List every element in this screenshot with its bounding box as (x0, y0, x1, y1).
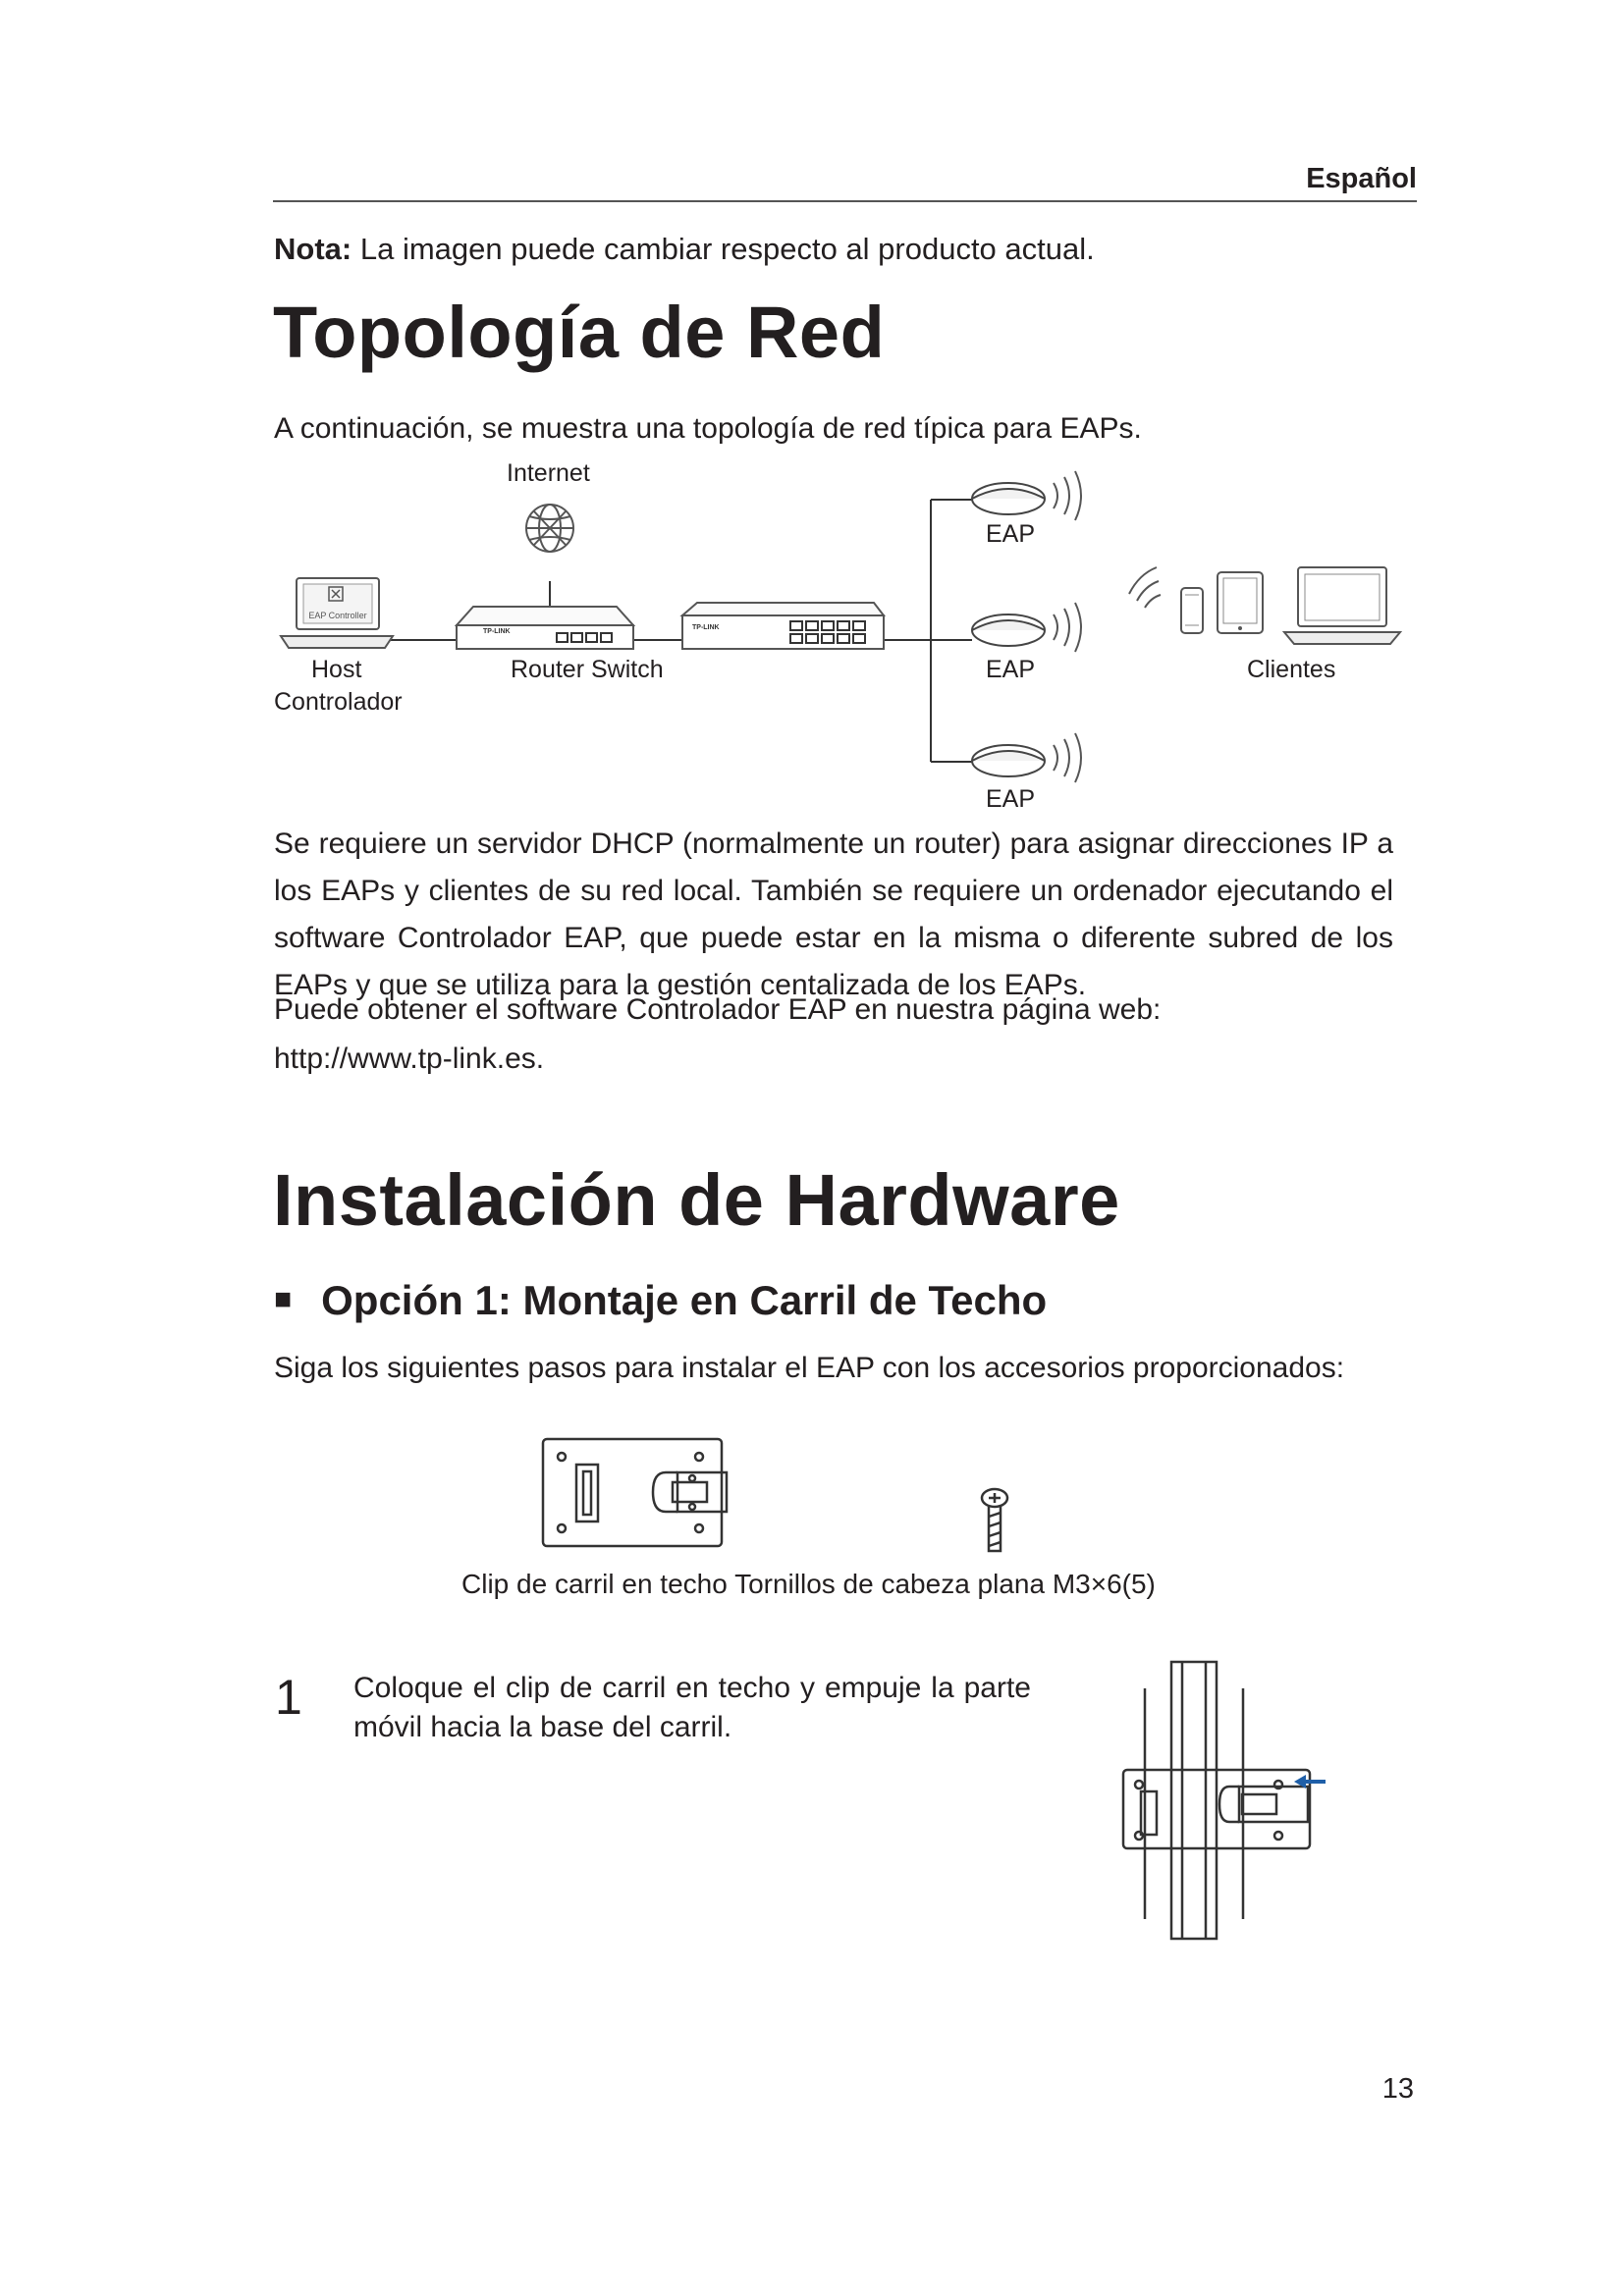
dhcp-paragraph: Se requiere un servidor DHCP (normalmente un router) para asignar direcciones IP a los EAPs y clientes de su red local. También se requiere un ordenador ejecutando el software Controlador EAP, que puede estar en la misma o diferente subred de los EAPs y que se utiliza para la gestión centalizada de los EAPs. (274, 828, 1393, 1001)
accessories-caption: Clip de carril en techo Tornillos de cabeza plana M3×6(5) (461, 1569, 1156, 1599)
eap-top-label: EAP (986, 520, 1036, 548)
eap-bottom-label: EAP (986, 785, 1036, 813)
topology-title: Topología de Red (273, 292, 886, 373)
website-url[interactable]: http://www.tp-link.es. (274, 1042, 545, 1075)
eap-middle-label: EAP (986, 656, 1036, 683)
controller-label: Controlador (274, 688, 403, 716)
hardware-title: Instalación de Hardware (273, 1159, 1120, 1241)
step-text: Coloque el clip de carril en techo y empuje la parte móvil hacia la base del carril. (353, 1672, 1031, 1743)
software-line: Puede obtener el software Controlador EAP en nuestra página web: (274, 993, 1162, 1026)
option-title: Opción 1: Montaje en Carril de Techo (321, 1277, 1048, 1323)
option-intro: Siga los siguientes pasos para instalar el EAP con los accesorios proporcionados: (274, 1352, 1345, 1384)
note-text: La imagen puede cambiar respecto al producto actual. (359, 232, 1095, 266)
router-brand-label: TP-LINK (483, 628, 511, 635)
language-label: Español (1306, 163, 1417, 194)
clients-label: Clientes (1247, 656, 1336, 683)
step-number: 1 (275, 1670, 302, 1725)
rail-installation-icon (1123, 1662, 1310, 1939)
note-label: Nota: (274, 232, 352, 266)
host-label: Host (311, 656, 362, 683)
internet-label: Internet (507, 459, 590, 487)
screw-icon (982, 1489, 1007, 1551)
rail-clip-icon (543, 1439, 727, 1546)
topology-intro: A continuación, se muestra una topología de red típica para EAPs. (274, 412, 1142, 445)
router-switch-label: Router Switch (511, 656, 664, 683)
page-number: 13 (1381, 2073, 1414, 2105)
option-bullet: ■ (274, 1283, 293, 1315)
switch-brand-label: TP-LINK (692, 624, 720, 631)
controller-screen-label: EAP Controller (308, 611, 367, 620)
